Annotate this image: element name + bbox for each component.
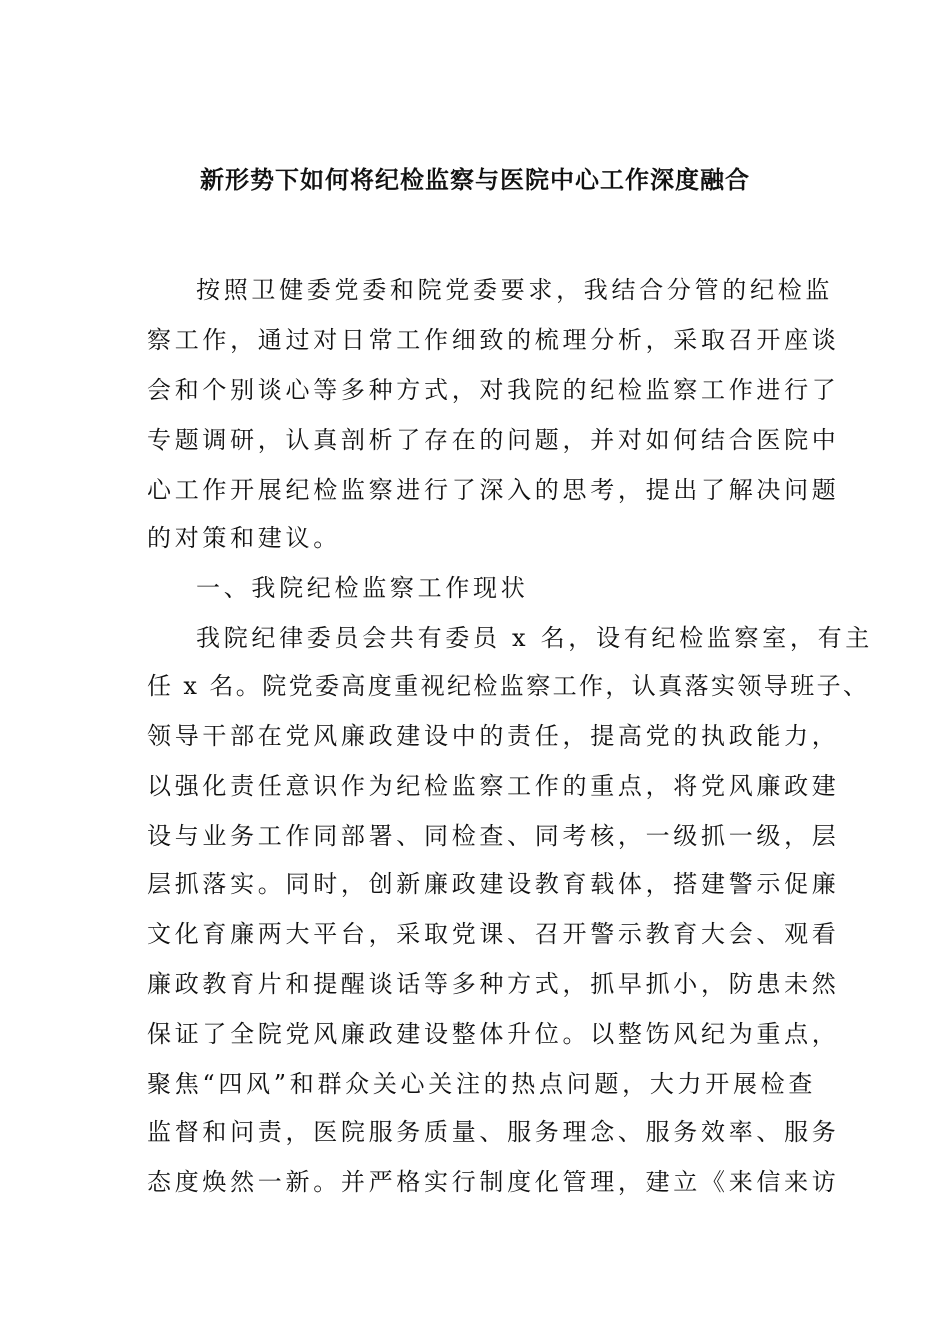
- paragraph-line: 会和个别谈心等多种方式，对我院的纪检监察工作进行了: [147, 376, 840, 404]
- paragraph-line: 设与业务工作同部署、同检查、同考核，一级抓一级，层: [147, 822, 840, 850]
- paragraph-line: 聚焦“四风”和群众关心关注的热点问题，大力开展检查: [147, 1070, 817, 1098]
- paragraph-line: 保证了全院党风廉政建设整体升位。以整饬风纪为重点，: [147, 1020, 840, 1048]
- paragraph-line: 按照卫健委党委和院党委要求，我结合分管的纪检监: [196, 276, 834, 304]
- paragraph-line: 文化育廉两大平台，采取党课、召开警示教育大会、观看: [147, 920, 840, 948]
- document-title: 新形势下如何将纪检监察与医院中心工作深度融合: [200, 165, 750, 194]
- section-heading: 一、我院纪检监察工作现状: [196, 574, 529, 602]
- paragraph-line: 专题调研，认真剖析了存在的问题，并对如何结合医院中: [147, 426, 840, 454]
- paragraph-line: 任 x 名。院党委高度重视纪检监察工作，认真落实领导班子、: [147, 672, 870, 700]
- paragraph-line: 心工作开展纪检监察进行了深入的思考，提出了解决问题: [147, 476, 840, 504]
- paragraph-line: 以强化责任意识作为纪检监察工作的重点，将党风廉政建: [147, 772, 840, 800]
- paragraph-line: 廉政教育片和提醒谈话等多种方式，抓早抓小，防患未然: [147, 970, 840, 998]
- paragraph-line: 态度焕然一新。并严格实行制度化管理，建立《来信来访: [147, 1168, 840, 1196]
- paragraph-line: 层抓落实。同时，创新廉政建设教育载体，搭建警示促廉: [147, 870, 840, 898]
- paragraph-line: 察工作，通过对日常工作细致的梳理分析，采取召开座谈: [147, 326, 840, 354]
- paragraph-line: 我院纪律委员会共有委员 x 名，设有纪检监察室，有主: [196, 624, 873, 652]
- paragraph-line: 的对策和建议。: [147, 524, 341, 552]
- paragraph-line: 监督和问责，医院服务质量、服务理念、服务效率、服务: [147, 1118, 840, 1146]
- paragraph-line: 领导干部在党风廉政建设中的责任，提高党的执政能力，: [147, 722, 840, 750]
